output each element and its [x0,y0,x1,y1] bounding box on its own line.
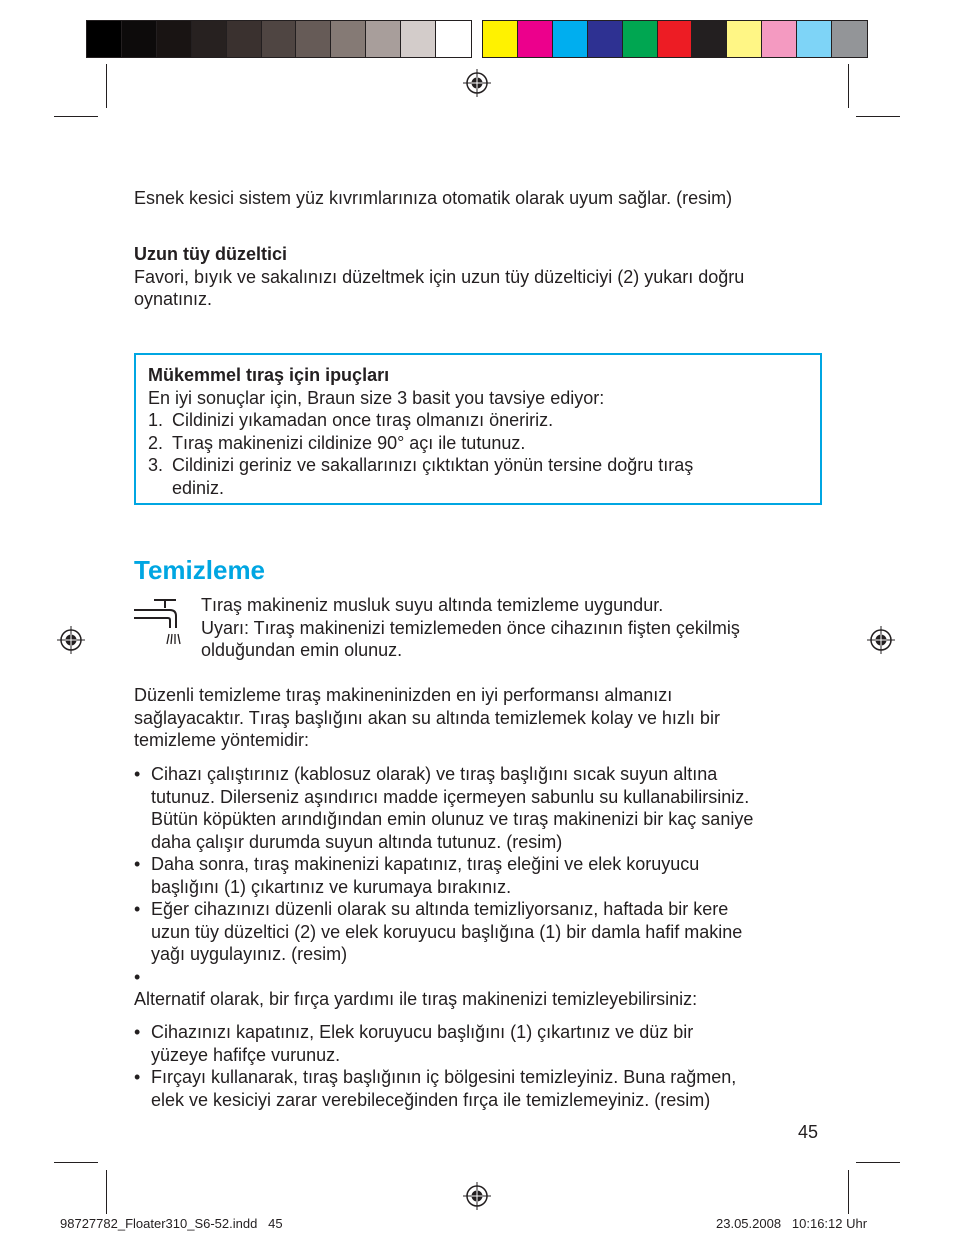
list-item-line: Daha sonra, tıraş makinenizi kapatınız, tıraş eleğini ve elek koruyucu [151,854,700,874]
list-item [134,1021,834,1066]
crop-mark-bottom-left-v [106,1170,107,1214]
color-swatch [296,21,331,57]
crop-mark-bottom-right [856,1162,900,1163]
registration-mark-icon [867,626,895,654]
tips-item [148,454,808,477]
bullet-mark: • [134,1067,141,1087]
color-swatch [762,21,797,57]
tap-warning-block [201,594,740,662]
list-item-line: yağı uygulayınız. (resim) [151,944,348,964]
trimmer-section [134,243,744,311]
list-item [134,853,834,898]
crop-mark-top-right-v [848,64,849,108]
color-swatch [122,21,157,57]
list-item-line: yüzeye hafifçe vurunuz. [151,1044,341,1065]
brush-bullets [134,1021,834,1111]
cleaning-bullets [134,763,834,1011]
tap-line: Uyarı: Tıraş makinenizi temizlemeden önce cihazının fişten çekilmiş [201,617,740,638]
list-item-line: başlığını (1) çıkartınız ve kurumaya bırakınız. [151,876,512,897]
trimmer-heading: Uzun tüy düzeltici [134,244,287,264]
color-swatch [588,21,623,57]
color-swatch [401,21,436,57]
trimmer-line: Favori, bıyık ve sakalınızı düzeltmek için uzun tüy düzelticiyi (2) yukarı doğru [134,266,745,287]
list-item [134,1066,834,1111]
tips-intro: En iyi sonuçlar için, Braun size 3 basit you tavsiye ediyor: [148,387,605,408]
grayscale-color-bar [86,20,472,58]
color-swatch [227,21,262,57]
color-swatch [157,21,192,57]
list-item-line: Eğer cihazınızı düzenli olarak su altında temizliyorsanız, haftada bir kere [151,899,729,919]
crop-mark-top-left [54,116,98,117]
color-swatch [436,21,471,57]
list-item-line: daha çalışır durumda suyun altında tutunuz. (resim) [151,831,563,852]
color-swatch [623,21,658,57]
color-swatch [366,21,401,57]
color-swatch [658,21,693,57]
trimmer-line: oynatınız. [134,289,213,309]
color-swatch [331,21,366,57]
crop-mark-top-left-v [106,64,107,108]
tips-heading: Mükemmel tıraş için ipuçları [148,365,390,385]
list-item-line: Cihazınızı kapatınız, Elek koruyucu başlığını (1) çıkartınız ve düz bir [151,1022,694,1042]
bullet-mark: • [134,764,141,784]
list-item-line: uzun tüy düzeltici (2) ve elek koruyucu başlığına (1) bir damla hafif makine [151,921,743,942]
color-swatch [832,21,867,57]
crop-mark-bottom-right-v [848,1170,849,1214]
registration-mark-icon [57,626,85,654]
color-swatch [518,21,553,57]
tips-item-text: Cildinizi geriniz ve sakallarınızı çıktıktan yönün tersine doğru tıraş [172,455,694,475]
file-slug: 98727782_Floater310_S6-52.indd 45 [60,1216,283,1231]
paragraph-line: Düzenli temizleme tıraş makineninizden en iyi performansı almanızı [134,685,673,705]
tips-box [134,353,822,505]
tips-item-text: Tıraş makinenizi cildinize 90° açı ile tutunuz. [172,432,526,453]
tips-item-number: 3. [148,455,164,475]
tips-item-continuation: ediniz. [172,477,225,498]
bullet-mark: • [134,966,141,987]
color-swatch [727,21,762,57]
crop-mark-bottom-left [54,1162,98,1163]
tips-item [148,432,808,455]
list-item-line: elek ve kesiciyi zarar verebileceğinden fırça ile temizlemeyiniz. (resim) [151,1089,711,1110]
list-item-line: Cihazı çalıştırınız (kablosuz olarak) ve tıraş başlığını sıcak suyun altına [151,764,718,784]
tips-item-text: Cildinizi yıkamadan once tıraş olmanızı öneririz. [172,410,554,430]
cleaning-heading: Temizleme [134,555,266,585]
color-swatch [797,21,832,57]
tap-line: olduğundan emin olunuz. [201,640,403,660]
list-item-line: Bütün köpükten arındığından emin olunuz ve tıraş makinenizi bir kaç saniye [151,809,754,829]
crop-mark-top-right [856,116,900,117]
list-item [134,898,834,966]
flex-system-text: Esnek kesici sistem yüz kıvrımlarınıza otomatik olarak uyum sağlar. (resim) [134,188,733,208]
color-swatch [87,21,122,57]
color-swatch [553,21,588,57]
registration-mark-icon [463,69,491,97]
color-swatch [192,21,227,57]
tap-line: Tıraş makineniz musluk suyu altında temizleme uygundur. [201,595,664,615]
page-number: 45 [798,1122,819,1142]
list-item [134,763,834,853]
list-item-line: tutunuz. Dilerseniz aşındırıcı madde içermeyen sabunlu su kullanabilirsiniz. [151,786,750,807]
list-item-line: Fırçayı kullanarak, tıraş başlığının iç bölgesini temizleyiniz. Buna rağmen, [151,1067,737,1087]
paragraph-line: sağlayacaktır. Tıraş başlığını akan su altında temizlemek kolay ve hızlı bir [134,707,720,728]
tips-item-number: 2. [148,432,164,453]
color-swatch [262,21,297,57]
tips-item [148,409,808,432]
process-color-bar [482,20,868,58]
cleaning-paragraph [134,684,720,752]
date-slug: 23.05.2008 10:16:12 Uhr [716,1216,868,1231]
paragraph-line: temizleme yöntemidir: [134,730,310,750]
bullet-mark: • [134,899,141,919]
alternative-text: Alternatif olarak, bir fırça yardımı ile tıraş makinenizi temizleyebilirsiniz: [134,989,698,1009]
water-tap-icon [132,596,188,648]
registration-mark-icon [463,1182,491,1210]
color-swatch [483,21,518,57]
bullet-mark: • [134,1022,141,1042]
color-swatch [692,21,727,57]
bullet-mark: • [134,854,141,874]
list-item-empty [134,966,834,989]
tips-item-number: 1. [148,410,164,430]
